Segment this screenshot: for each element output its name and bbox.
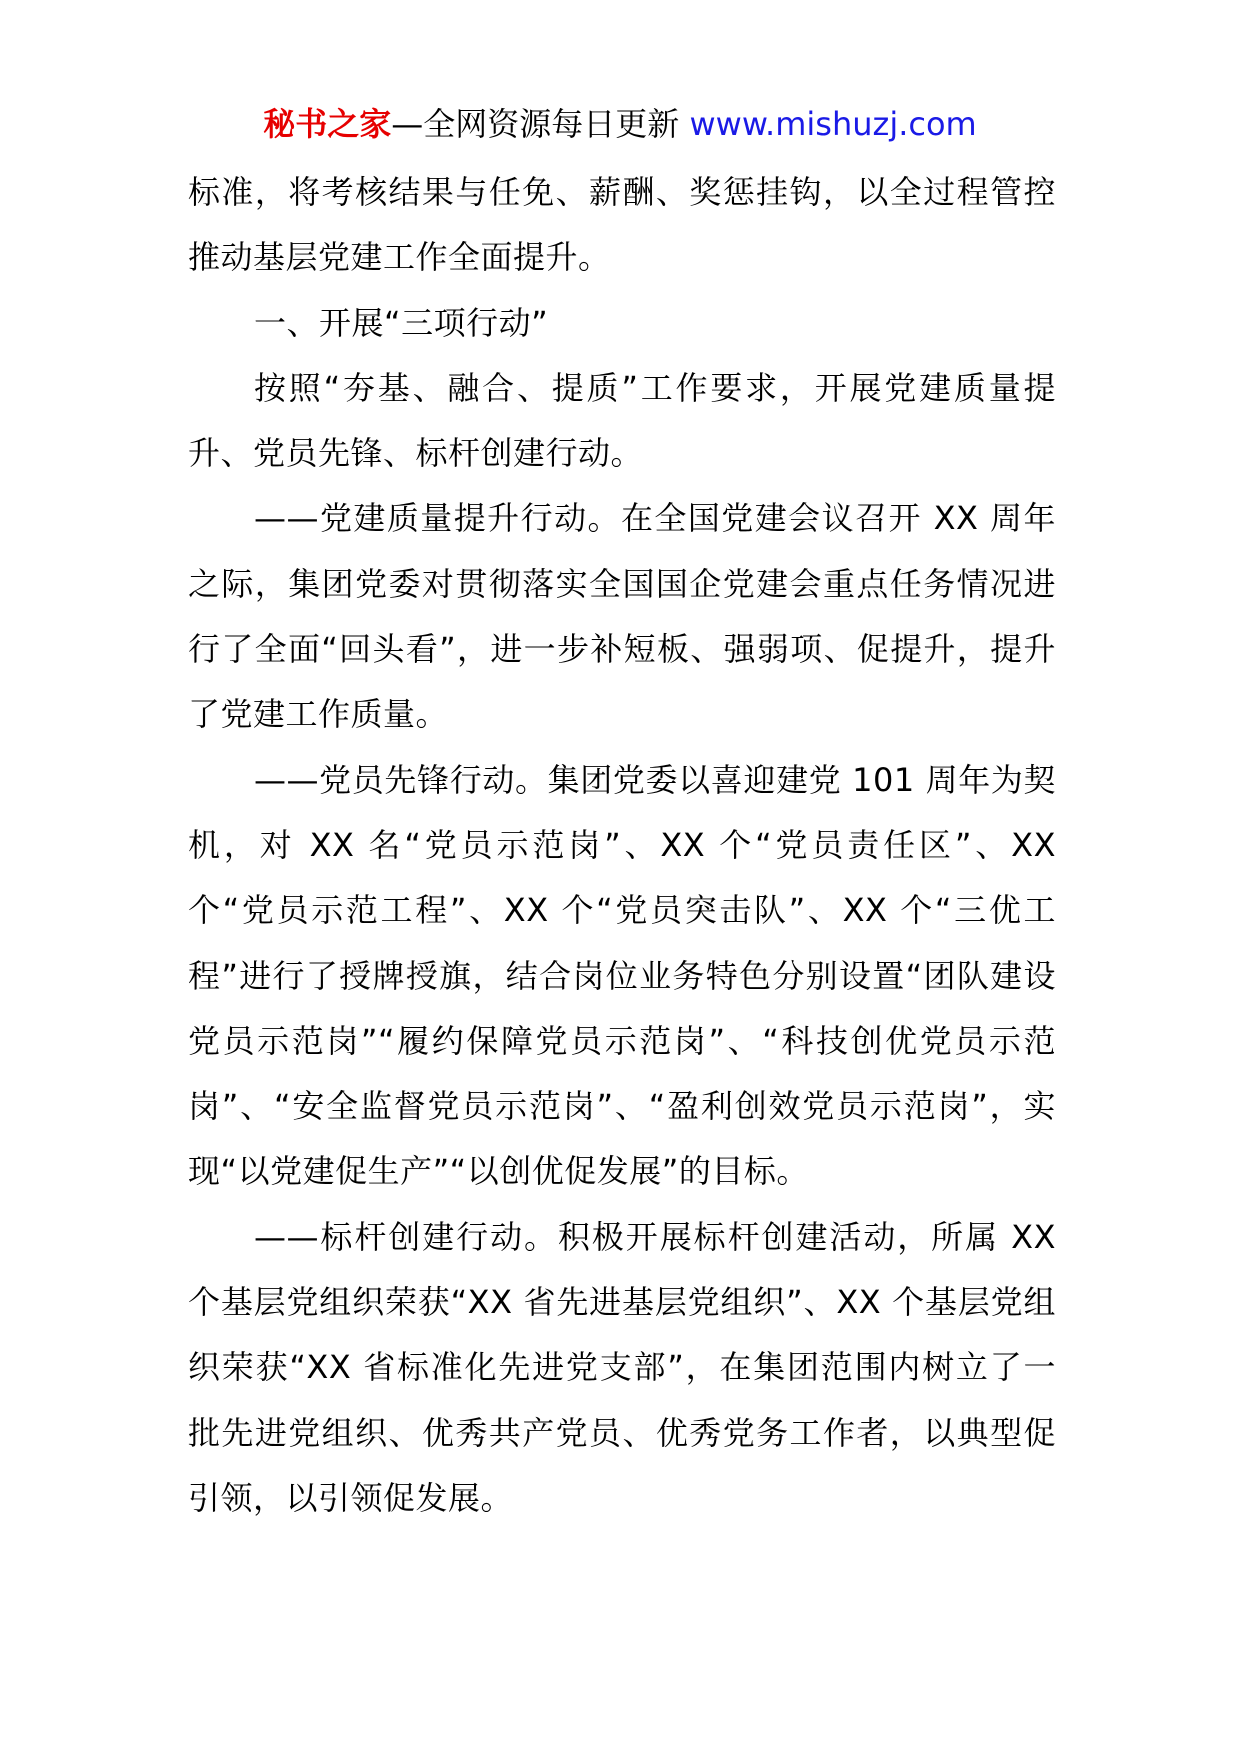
header-brand: 秘书之家 <box>263 105 392 143</box>
paragraph-vanguard-action: ——党员先锋行动。集团党委以喜迎建党 101 周年为契机，对 XX 名“党员示范岗”、XX 个“党员责任区”、XX 个“党员示范工程”、XX 个“党员突击队”、XX 个“三优工程”进行了授牌授旗，结合岗位业务特色分别设置“团队建设党员示范岗”“履约保障党员示范岗”、“科技创优党员示范岗”、“安全监督党员示范岗”、“盈利创效党员示范岗”，实现“以党建促生产”“以创优促发展”的目标。 <box>188 760 1056 1191</box>
header-url-link[interactable]: www.mishuzj.com <box>689 105 977 143</box>
paragraph-benchmark-action: ——标杆创建行动。积极开展标杆创建活动，所属 XX 个基层党组织荣获“XX 省先进基层党组织”、XX 个基层党组织荣获“XX 省标准化先进党支部”，在集团范围内树立了一批先进党组织、优秀共产党员、优秀党务工作者，以典型促引领，以引领促发展。 <box>188 1217 1056 1517</box>
page-header <box>0 100 1240 148</box>
header-tagline: —全网资源每日更新 <box>391 105 690 143</box>
document-body <box>188 160 1056 1531</box>
paragraph-continuation: 标准，将考核结果与任免、薪酬、奖惩挂钩，以全过程管控推动基层党建工作全面提升。 <box>188 173 1056 277</box>
paragraph-intro: 按照“夯基、融合、提质”工作要求，开展党建质量提升、党员先锋、标杆创建行动。 <box>188 368 1056 473</box>
section-heading: 一、开展“三项行动” <box>254 303 549 342</box>
paragraph-quality-action: ——党建质量提升行动。在全国党建会议召开 XX 周年之际，集团党委对贯彻落实全国国企党建会重点任务情况进行了全面“回头看”，进一步补短板、强弱项、促提升，提升了党建工作质量。 <box>188 499 1056 734</box>
